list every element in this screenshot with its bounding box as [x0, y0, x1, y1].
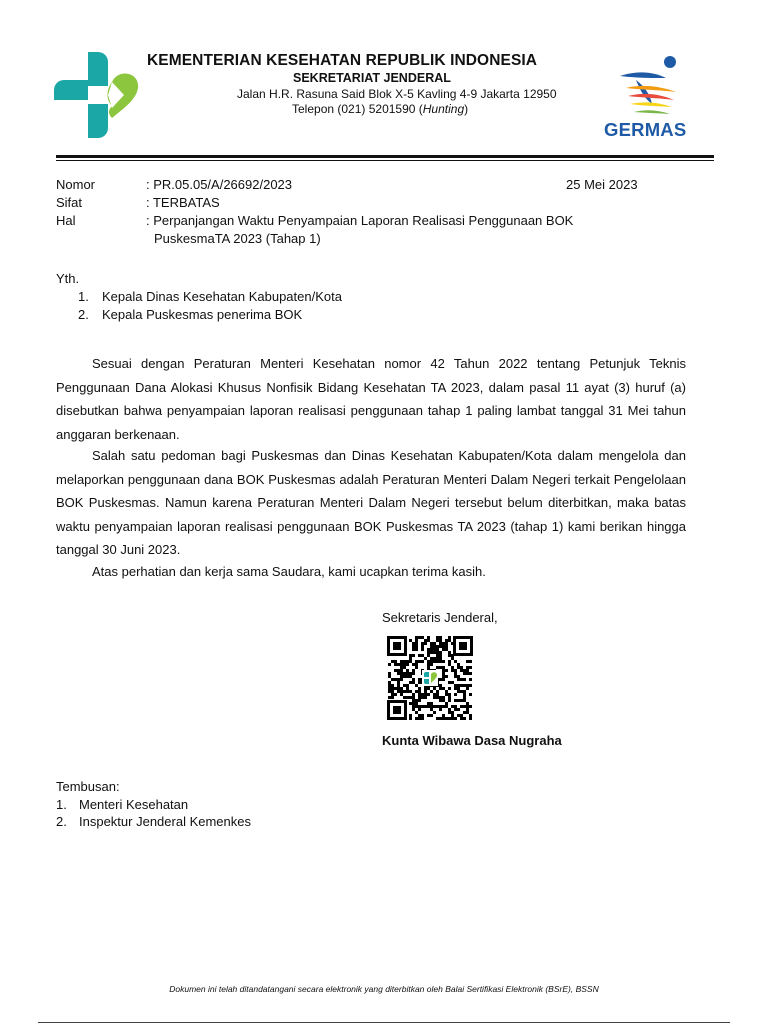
logo-leaf-left: [54, 80, 88, 100]
tembusan-num: 2.: [56, 814, 67, 829]
body-paragraph-3: Atas perhatian dan kerja sama Saudara, kami ucapkan terima kasih.: [92, 564, 486, 579]
germas-stripe-orange: [626, 86, 676, 92]
unit-title: SEKRETARIAT JENDERAL: [293, 71, 451, 85]
recipient-num: 2.: [78, 307, 89, 322]
germas-logo: [616, 54, 688, 120]
germas-figure-arm: [620, 72, 666, 78]
sifat-label: Sifat: [56, 195, 83, 210]
recipient-num: 1.: [78, 289, 89, 304]
salutation: Yth.: [56, 271, 80, 286]
signature-qr-code: [387, 636, 473, 720]
signatory-title: Sekretaris Jenderal,: [382, 610, 498, 625]
address-line: Jalan H.R. Rasuna Said Blok X-5 Kavling 4-9 Jakarta 12950: [237, 87, 557, 101]
recipient-text: Kepala Puskesmas penerima BOK: [102, 307, 303, 322]
letter-date: 25 Mei 2023: [566, 177, 638, 192]
sifat-value: : TERBATAS: [146, 195, 220, 210]
footer-rule: [38, 1022, 730, 1023]
germas-stripe-yellow: [630, 102, 672, 107]
header-rule-thin: [56, 160, 714, 161]
tembusan-label: Tembusan:: [56, 779, 120, 794]
tembusan-item: Menteri Kesehatan: [79, 797, 189, 812]
body-paragraph-2: Salah satu pedoman bagi Puskesmas dan Dinas Kesehatan Kabupaten/Kota dalam mengelola dan melaporkan penggunaan dana BOK Puskesmas adalah Peraturan Menteri Dalam Negeri terkait Pengelolaan BOK Puskesmas. Namun karena Peraturan Menteri Dalam Negeri tersebut belum diterbitkan, maka batas waktu penyampaian laporan realisasi penggunaan BOK Puskesmas TA 2023 (tahap 1) kami berikan hingga tanggal 30 Juni 2023.: [56, 448, 686, 557]
e-signature-note: Dokumen ini telah ditandatangani secara elektronik yang diterbitkan oleh Balai Sertifikasi Elektronik (BSrE), BSSN: [169, 984, 599, 994]
tembusan-num: 1.: [56, 797, 67, 812]
body-paragraph-1: Sesuai dengan Peraturan Menteri Kesehatan nomor 42 Tahun 2022 tentang Petunjuk Teknis Penggunaan Dana Alokasi Khusus Nonfisik Bidang Kesehatan TA 2023, dalam pasal 11 ayat (3) huruf (a) disebutkan bahwa penyampaian laporan realisasi penggunaan tahap 1 paling lambat tanggal 31 Mei tahun anggaran berkenaan.: [56, 356, 686, 442]
header-rule-thick: [56, 155, 714, 158]
hal-label: Hal: [56, 213, 76, 228]
hal-value-line1: : Perpanjangan Waktu Penyampaian Laporan Realisasi Penggunaan BOK: [146, 213, 574, 228]
germas-stripe-green: [634, 110, 670, 114]
phone-line: Telepon (021) 5201590 (Hunting): [292, 102, 469, 116]
logo-leaf-top: [88, 52, 108, 86]
germas-figure-head: [664, 56, 676, 68]
logo-leaf-bottom: [88, 104, 108, 138]
tembusan-item: Inspektur Jenderal Kemenkes: [79, 814, 251, 829]
nomor-value: : PR.05.05/A/26692/2023: [146, 177, 293, 192]
hal-value-line2: PuskesmaTA 2023 (Tahap 1): [154, 231, 321, 246]
germas-stripe-red: [628, 94, 674, 100]
germas-wordmark: GERMAS: [604, 119, 687, 140]
nomor-label: Nomor: [56, 177, 96, 192]
recipient-text: Kepala Dinas Kesehatan Kabupaten/Kota: [102, 289, 342, 304]
kemenkes-logo: [54, 52, 142, 138]
signatory-name: Kunta Wibawa Dasa Nugraha: [382, 733, 562, 748]
ministry-title: KEMENTERIAN KESEHATAN REPUBLIK INDONESIA: [147, 52, 538, 69]
